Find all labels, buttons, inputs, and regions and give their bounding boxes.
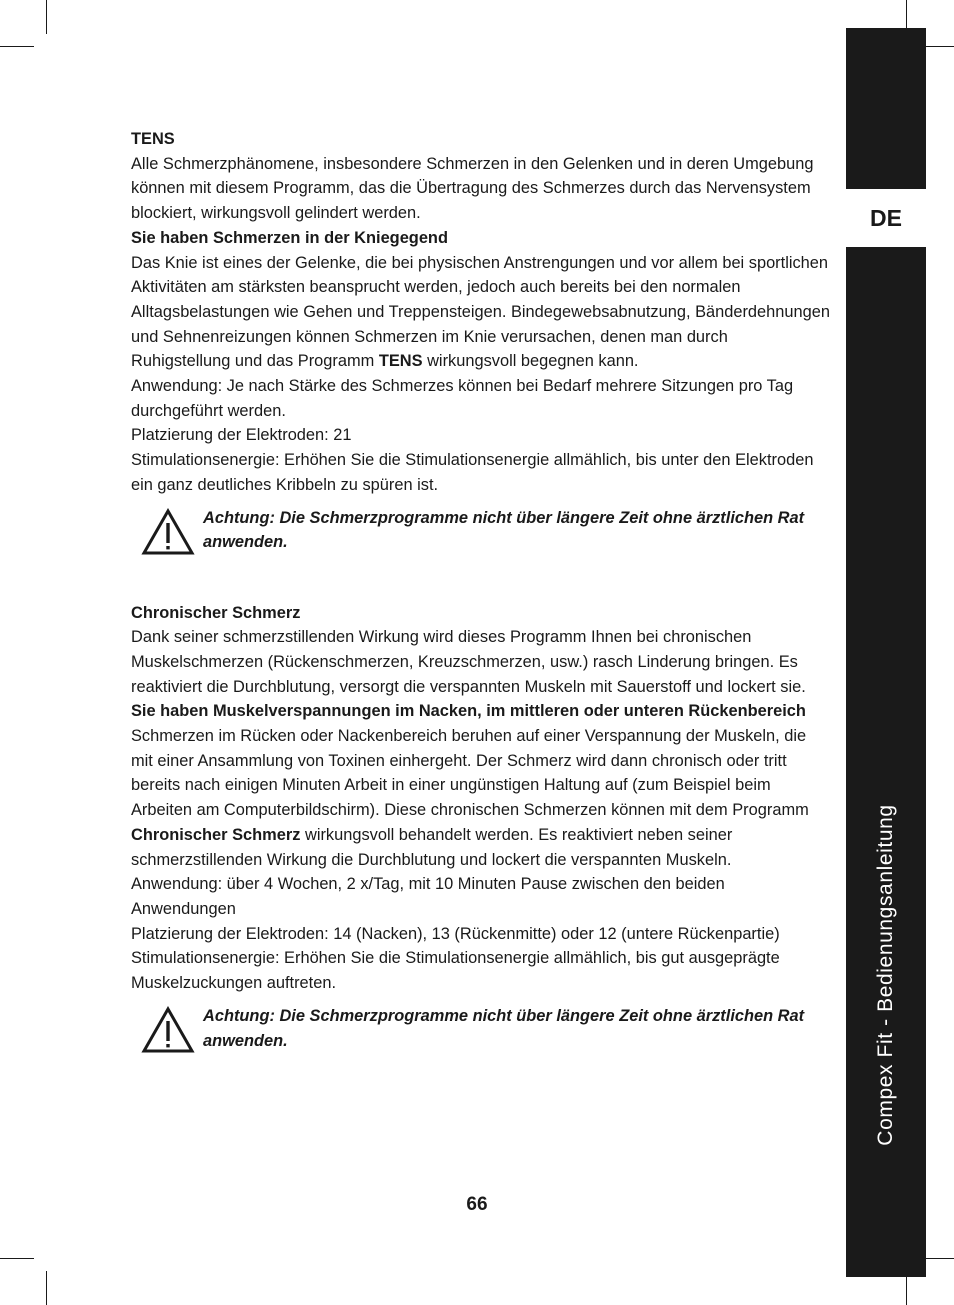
program-name: TENS — [378, 352, 423, 371]
warning-triangle-icon — [131, 1004, 203, 1054]
electrodes-text: Platzierung der Elektroden: 21 — [131, 426, 352, 445]
crop-mark — [0, 1258, 34, 1259]
warning-notice — [131, 1004, 831, 1054]
usage-text: Anwendung: über 4 Wochen, 2 x/Tag, mit 10 Minuten Pause zwischen den beiden Anwendungen — [131, 875, 725, 918]
energy-text: Stimulationsenergie: Erhöhen Sie die Stimulationsenergie allmählich, bis unter den Elektroden ein ganz deutliches Kribbeln zu spüren ist. — [131, 451, 814, 494]
body-text: Schmerzen im Rücken oder Nackenbereich beruhen auf einer Verspannung der Muskeln, die mit einer Ansammlung von Toxinen einhergeht. Der Schmerz wird dann chronisch oder tritt bereits nach einigen Minuten Arbeit in einer ungünstigen Haltung auf (zum Beispiel beim Arbeiten am Computerbildschirm). Diese chronischen Schmerzen können mit dem Programm — [131, 727, 809, 820]
section-intro: Dank seiner schmerzstillenden Wirkung wird dieses Programm Ihnen bei chronischen Muskelschmerzen (Rückenschmerzen, Kreuzschmerzen, usw.) rasch Linderung bringen. Es reaktiviert die Durchblutung, versorgt die verspannten Muskeln mit Sauerstoff und lockert sie. — [131, 628, 806, 696]
body-text: wirkungsvoll begegnen kann. — [422, 352, 639, 371]
warning-triangle-icon — [131, 506, 203, 556]
warning-notice — [131, 506, 831, 556]
energy-text: Stimulationsenergie: Erhöhen Sie die Stimulationsenergie allmählich, bis gut ausgeprägte Muskelzuckungen auftreten. — [131, 949, 780, 993]
warning-text: Achtung: Die Schmerzprogramme nicht über längere Zeit ohne ärztlichen Rat anwenden. — [203, 1006, 805, 1050]
section-title: Chronischer Schmerz — [131, 603, 301, 622]
electrodes-text: Platzierung der Elektroden: 14 (Nacken), 13 (Rückenmitte) oder 12 (untere Rückenpartie) — [131, 924, 780, 943]
section-tens — [131, 127, 831, 556]
main-content — [131, 127, 831, 1054]
body-text: wirkungsvoll behandelt werden. Es reaktiviert neben seiner schmerzstillenden Wirkung die Durchblutung und lockert die verspannten Muskeln. — [131, 825, 733, 869]
section-body — [131, 251, 831, 375]
body-text: Das Knie ist eines der Gelenke, die bei physischen Anstrengungen und vor allem bei sportlichen Aktivitäten am stärksten beansprucht werden, jedoch auch bereits bei den normalen Alltagsbelastungen wie Gehen und Treppensteigen. Bindegewebsabnutzung, Bänderdehnungen und Sehnenreizungen können Schmerzen im Knie verursachen, denen man durch Ruhigstellung und das Programm — [131, 253, 830, 371]
page-number: 66 — [466, 1194, 488, 1215]
section-chronic-pain — [131, 601, 831, 1054]
section-title: TENS — [131, 130, 175, 148]
crop-mark — [46, 1271, 47, 1305]
manual-title: Compex Fit - Bedienungsanleitung — [874, 804, 897, 1146]
crop-mark — [46, 0, 47, 34]
usage-text: Anwendung: Je nach Stärke des Schmerzes können bei Bedarf mehrere Sitzungen pro Tag durchgeführt werden. — [131, 377, 794, 420]
sidebar-tab-top — [846, 28, 926, 189]
section-subheading: Sie haben Muskelverspannungen im Nacken, im mittleren oder unteren Rückenbereich — [131, 702, 806, 721]
language-code: DE — [870, 204, 902, 231]
section-subheading: Sie haben Schmerzen in der Kniegegend — [131, 228, 448, 247]
program-name: Chronischer Schmerz — [131, 825, 301, 844]
crop-mark — [0, 46, 34, 47]
section-body — [131, 724, 831, 872]
warning-text: Achtung: Die Schmerzprogramme nicht über längere Zeit ohne ärztlichen Rat anwenden. — [203, 508, 805, 552]
section-intro: Alle Schmerzphänomene, insbesondere Schmerzen in den Gelenken und in deren Umgebung können mit diesem Programm, das die Übertragung des Schmerzes durch das Nervensystem blockiert, wirkungsvoll gelindert werden. — [131, 154, 814, 223]
